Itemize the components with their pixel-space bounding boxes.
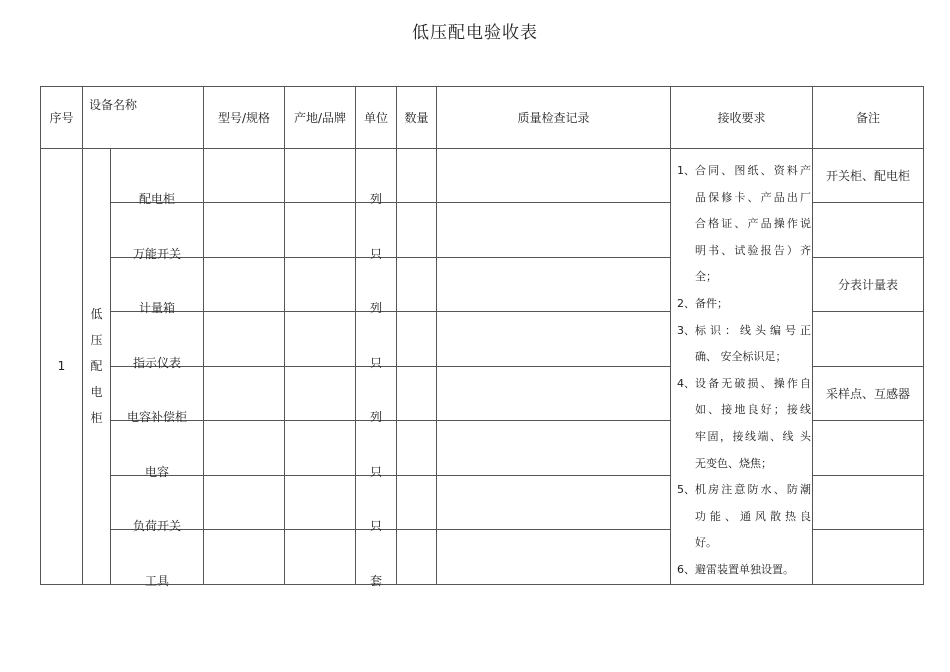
quality-cell[interactable] <box>437 149 671 203</box>
qty-cell[interactable] <box>397 475 437 529</box>
remark-cell: 采样点、互感器 <box>813 366 924 420</box>
model-cell[interactable] <box>204 366 285 420</box>
acceptance-table <box>40 86 924 588</box>
quality-cell[interactable] <box>437 421 671 475</box>
remark-cell <box>813 312 924 366</box>
item-name: 工具 <box>111 530 204 584</box>
remark-cell: 开关柜、配电柜 <box>813 149 924 203</box>
item-name: 负荷开关 <box>111 475 204 529</box>
header-requirement: 接收要求 <box>671 87 813 149</box>
requirement-text: 如、接地良好；接线 <box>695 403 811 417</box>
requirement-text: 机房注意防水、防潮 <box>695 483 811 497</box>
header-model: 型号/规格 <box>204 87 285 149</box>
origin-cell[interactable] <box>285 203 356 257</box>
header-quality: 质量检查记录 <box>437 87 671 149</box>
item-name: 计量箱 <box>111 257 204 311</box>
requirement-line <box>677 504 812 531</box>
header-name: 设备名称 <box>83 87 204 149</box>
item-name: 配电柜 <box>111 149 204 203</box>
unit-cell: 套 <box>356 530 397 584</box>
requirement-number <box>677 344 695 371</box>
quality-cell[interactable] <box>437 203 671 257</box>
requirement-number: 3、 <box>677 323 695 337</box>
unit-cell: 列 <box>356 257 397 311</box>
unit-cell: 只 <box>356 312 397 366</box>
requirement-text: 明书、试验报告）齐 <box>695 243 811 257</box>
requirement-number <box>677 451 695 478</box>
requirement-line <box>677 318 812 345</box>
requirement-line <box>677 451 812 478</box>
model-cell[interactable] <box>204 475 285 529</box>
requirement-number: 5、 <box>677 483 695 497</box>
requirement-text: 设备无破损、操作自 <box>695 376 811 390</box>
page-title: 低压配电验收表 <box>412 23 538 43</box>
group-index: 1 <box>41 149 83 585</box>
quality-cell[interactable] <box>437 257 671 311</box>
unit-cell: 只 <box>356 475 397 529</box>
requirement-text: 牢固，接线端、线 头 <box>695 429 811 443</box>
model-cell[interactable] <box>204 312 285 366</box>
model-cell[interactable] <box>204 203 285 257</box>
requirements-cell <box>671 149 813 585</box>
requirement-number: 4、 <box>677 376 695 390</box>
requirement-text: 合格证、产品操作说 <box>695 217 811 231</box>
item-name: 万能开关 <box>111 203 204 257</box>
header-row <box>41 87 924 149</box>
model-cell[interactable] <box>204 149 285 203</box>
requirement-line <box>677 397 812 424</box>
header-unit: 单位 <box>356 87 397 149</box>
requirement-text: 无变色、烧焦； <box>695 456 772 470</box>
origin-cell[interactable] <box>285 312 356 366</box>
origin-cell[interactable] <box>285 475 356 529</box>
qty-cell[interactable] <box>397 312 437 366</box>
group-name: 低压配电柜 <box>90 307 103 426</box>
requirement-number <box>677 264 695 291</box>
quality-cell[interactable] <box>437 475 671 529</box>
model-cell[interactable] <box>204 530 285 584</box>
requirement-text: 确、 安全标识足； <box>695 350 787 364</box>
qty-cell[interactable] <box>397 530 437 584</box>
requirement-line <box>677 371 812 398</box>
qty-cell[interactable] <box>397 421 437 475</box>
requirement-number <box>677 397 695 424</box>
model-cell[interactable] <box>204 421 285 475</box>
header-index: 序号 <box>41 87 83 149</box>
requirement-text: 全； <box>695 270 717 284</box>
requirement-text: 备件； <box>695 296 728 310</box>
unit-cell: 只 <box>356 203 397 257</box>
group-name-cell <box>83 149 111 585</box>
header-remark: 备注 <box>813 87 924 149</box>
requirement-line <box>677 264 812 291</box>
quality-cell[interactable] <box>437 312 671 366</box>
origin-cell[interactable] <box>285 530 356 584</box>
remark-cell <box>813 203 924 257</box>
remark-cell <box>813 530 924 584</box>
requirements-list <box>677 158 812 584</box>
item-name: 电容补偿柜 <box>111 366 204 420</box>
origin-cell[interactable] <box>285 149 356 203</box>
item-name: 电容 <box>111 421 204 475</box>
qty-cell[interactable] <box>397 366 437 420</box>
requirement-text: 避雷装置单独设置。 <box>695 562 794 576</box>
table-row <box>41 149 924 203</box>
requirement-line <box>677 477 812 504</box>
origin-cell[interactable] <box>285 421 356 475</box>
requirement-line <box>677 424 812 451</box>
requirement-number <box>677 211 695 238</box>
requirement-line <box>677 530 812 557</box>
header-qty: 数量 <box>397 87 437 149</box>
requirement-text: 功能、通风散热良 <box>695 509 811 523</box>
origin-cell[interactable] <box>285 366 356 420</box>
requirement-line <box>677 238 812 265</box>
requirement-text: 标识：线头编号正 <box>695 323 811 337</box>
requirement-number <box>677 504 695 531</box>
requirement-text: 好。 <box>695 536 717 550</box>
unit-cell: 列 <box>356 149 397 203</box>
requirement-number <box>677 238 695 265</box>
requirement-text: 品保修卡、产品出厂 <box>695 190 811 204</box>
remark-cell <box>813 475 924 529</box>
model-cell[interactable] <box>204 257 285 311</box>
requirement-line <box>677 291 812 318</box>
remark-cell <box>813 421 924 475</box>
requirement-line <box>677 211 812 238</box>
requirement-number: 2、 <box>677 296 695 310</box>
requirement-number: 6、 <box>677 562 695 576</box>
unit-cell: 只 <box>356 421 397 475</box>
requirement-number <box>677 424 695 451</box>
requirement-line <box>677 344 812 371</box>
qty-cell[interactable] <box>397 149 437 203</box>
qty-cell[interactable] <box>397 257 437 311</box>
requirement-number: 1、 <box>677 164 695 177</box>
qty-cell[interactable] <box>397 203 437 257</box>
requirement-line <box>677 185 812 212</box>
remark-cell: 分表计量表 <box>813 257 924 311</box>
header-origin: 产地/品牌 <box>285 87 356 149</box>
requirement-line <box>677 557 812 584</box>
unit-cell: 列 <box>356 366 397 420</box>
quality-cell[interactable] <box>437 530 671 584</box>
item-name: 指示仪表 <box>111 312 204 366</box>
requirement-text: 合同、图纸、资料产 <box>695 164 811 177</box>
requirement-line <box>677 158 812 185</box>
requirement-number <box>677 185 695 212</box>
requirement-number <box>677 530 695 557</box>
origin-cell[interactable] <box>285 257 356 311</box>
quality-cell[interactable] <box>437 366 671 420</box>
